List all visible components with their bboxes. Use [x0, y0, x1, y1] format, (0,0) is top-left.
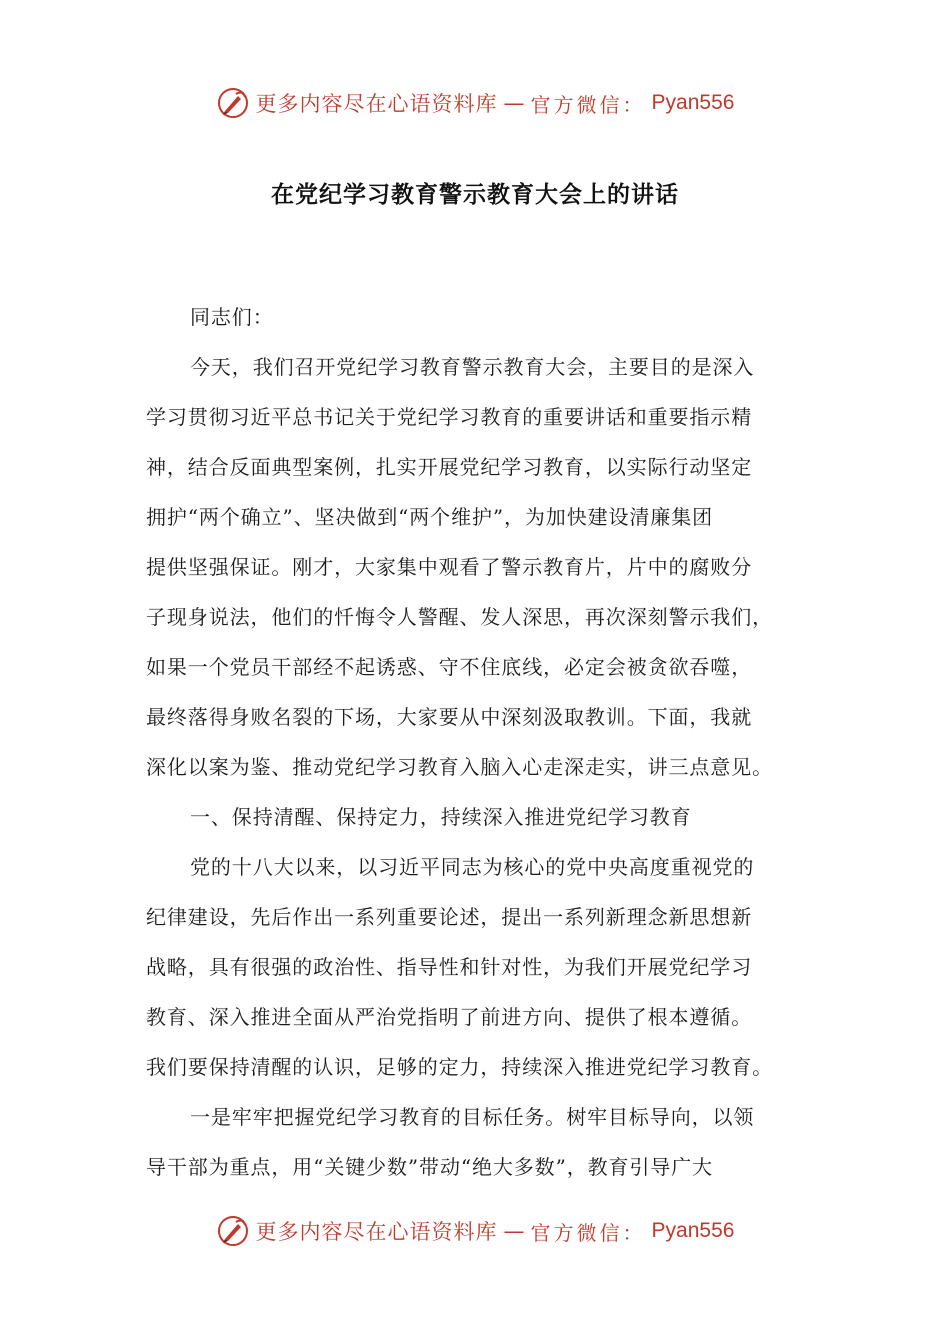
footer-dash: —: [503, 1219, 525, 1243]
paragraph-line: 拥护“两个确立”、坚决做到“两个维护”，为加快建设清廉集团: [146, 505, 713, 529]
pen-logo-icon: [216, 86, 250, 120]
paragraph-line: 最终落得身败名裂的下场，大家要从中深刻汲取教训。下面，我就: [146, 705, 753, 729]
document-body: [146, 292, 806, 1192]
paragraph-line: 战略，具有很强的政治性、指导性和针对性，为我们开展党纪学习: [146, 955, 753, 979]
paragraph-line: 一是牢牢把握党纪学习教育的目标任务。树牢目标导向，以领: [190, 1105, 755, 1129]
paragraph-line: 神，结合反面典型案例，扎实开展党纪学习教育，以实际行动坚定: [146, 455, 753, 479]
paragraph-line: 如果一个党员干部经不起诱惑、守不住底线，必定会被贪欲吞噬，: [146, 655, 753, 679]
paragraph-line: 教育、深入推进全面从严治党指明了前进方向、提供了根本遵循。: [146, 1005, 753, 1029]
footer-wechat-label: 官方微信：: [530, 1220, 646, 1245]
footer-site-text: 更多内容尽在心语资料库: [255, 1220, 498, 1244]
section-heading: 一、保持清醒、保持定力，持续深入推进党纪学习教育: [190, 805, 692, 829]
paragraph-line: 今天，我们召开党纪学习教育警示教育大会，主要目的是深入: [190, 355, 755, 379]
footer-wechat-id: Pyan556: [651, 1219, 735, 1242]
pen-logo-icon: [216, 1214, 250, 1248]
paragraph-line: 我们要保持清醒的认识，足够的定力，持续深入推进党纪学习教育。: [146, 1055, 773, 1079]
header-site-text: 更多内容尽在心语资料库: [255, 92, 498, 116]
header-wechat-label: 官方微信：: [530, 92, 646, 117]
document-title: 在党纪学习教育警示教育大会上的讲话: [271, 182, 679, 208]
paragraph-line: 提供坚强保证。刚才，大家集中观看了警示教育片，片中的腐败分: [146, 555, 753, 579]
paragraph-line: 子现身说法，他们的忏悔令人警醒、发人深思，再次深刻警示我们，: [146, 605, 773, 629]
paragraph-line: 纪律建设，先后作出一系列重要论述，提出一系列新理念新思想新: [146, 905, 753, 929]
footer-banner: [0, 1211, 950, 1251]
paragraph-line: 学习贯彻习近平总书记关于党纪学习教育的重要讲话和重要指示精: [146, 405, 753, 429]
header-dash: —: [503, 91, 525, 115]
paragraph-line: 导干部为重点，用“关键少数”带动“绝大多数”，教育引导广大: [146, 1155, 713, 1179]
salutation: 同志们：: [190, 305, 274, 329]
header-wechat-id: Pyan556: [651, 91, 735, 114]
paragraph-line: 党的十八大以来，以习近平同志为核心的党中央高度重视党的: [190, 855, 755, 879]
paragraph-line: 深化以案为鉴、推动党纪学习教育入脑入心走深走实，讲三点意见。: [146, 755, 773, 779]
header-banner: [0, 83, 950, 123]
